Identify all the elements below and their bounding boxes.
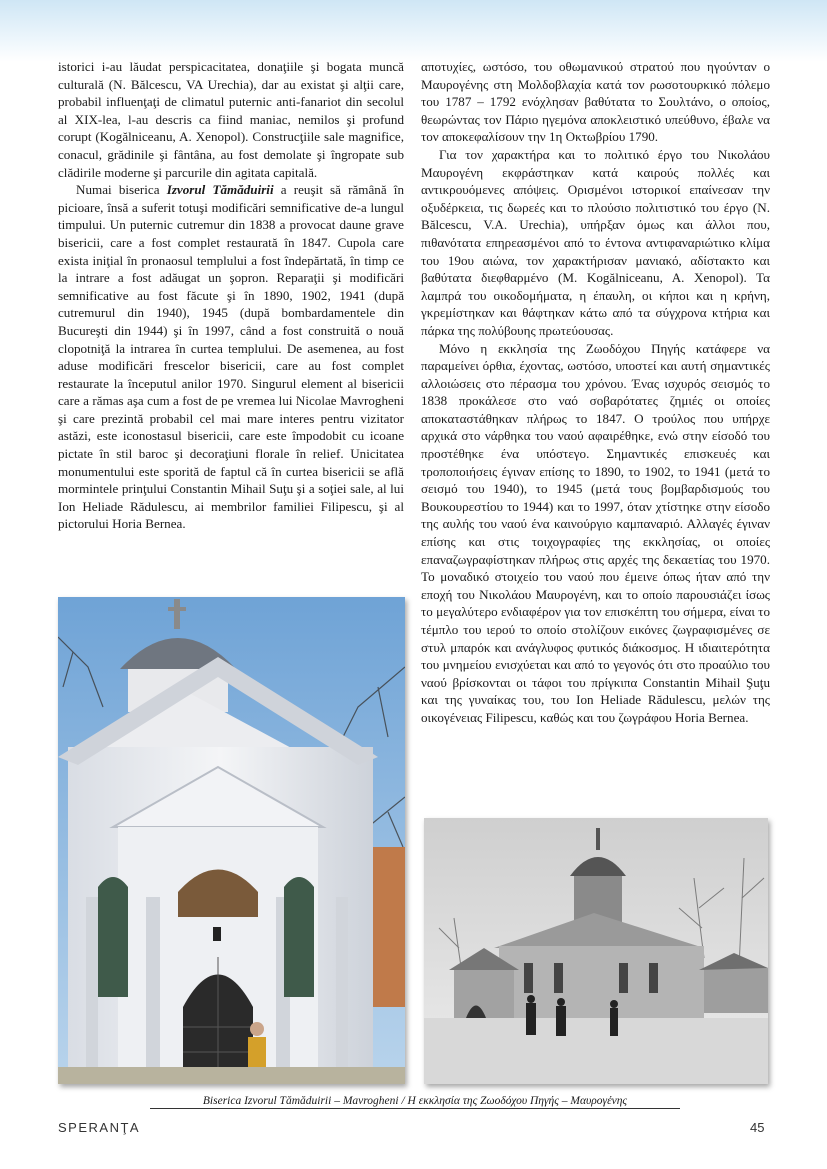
paragraph [58, 181, 404, 533]
paragraph-text: a reuşit să rămână în picioare, însă a suferit totuşi modificări semnificative de-a lungul timpului. Un puternic cutremur din 1838 a provocat daune grave bisericii, care a fost complet restaurată în 1847. Cupola care exista iniţial în pronaosul templului a fost îndepărtată, în timp ce la intrare a fost adăugat un şopron. Reparaţii şi modificări semnificative au fost făcute şi în 1890, 1902, 1941 (după cutremurul din 1940), 1945 (după bombardamentele din Bucureşti din 1944) şi în 1997, când a fost construită o nouă clopotniţă la intrarea în curtea templului. De asemenea, au fost aduse modificări frescelor bisericii, care au fost complet restaurate la începutul anilor 1970. Singurul element al bisericii care a rămas aşa cum a fost de pe vremea lui Nicolae Mavrogheni şi care prezintă probabil cel mai mare interes pentru vizitator astăzi, este iconostasul bisericii, care este împodobit cu icoane pictate în stil baroc şi decoraţiuni florale în relief. Unicitatea monumentului este sporită de faptul că în curtea bisericii se află mormintele prinţului Constantin Mihail Suţu şi a soţiei sale, al lui Ion Heliade Rădulescu, ai membrilor familiei Filipescu, şi al pictorului Horia Bernea. [58, 182, 404, 532]
header-gradient-band [0, 0, 827, 62]
paragraph: istorici i-au lăudat perspicacitatea, donaţiile şi bogata muncă culturală (N. Bălcescu, VA Urechia), dar au existat şi alţii care, probabil influenţaţi de climatul puternic anti-fanariot din secolul al XIX-lea, l-au descris ca fiind maniac, nemilos şi profund corupt (Kogălniceanu, A. Xenopol). Construcţiile sale magnifice, conacul, grădinile şi fântâna, au fost demolate şi îngropate sub clădirile moderne şi parcurile din agitata capitală. [58, 59, 404, 180]
paragraph-text: Numai biserica [76, 182, 167, 198]
magazine-name: SPERANŢA [58, 1120, 141, 1135]
paragraph: Για τον χαρακτήρα και το πολιτικό έργο του Νικολάου Μαυρογένη εκφράστηκαν κατά καιρούς πολλές και αντικρουόμενες απόψεις. Ορισμένοι ιστορικοί επαίνεσαν την οξυδέρκεια, τις δωρεές και το πλούσιο πολιτιστικό του έργο (N. Bălcescu, V.A. Urechia), υπήρξαν όμως και άλλοι που, πιθανότατα επηρεασμένοι από το έντονα αντιφαναριώτικο κλίμα του 19ου αιώνα, τον χαρακτήρισαν μανιακό, αδίστακτο και βαθύτατα διεφθαρμένο (M. Kogălniceanu, A. Xenopol). Τα λαμπρά του οικοδομήματα, η έπαυλη, οι κήποι και η κρήνη, γκρεμίστηκαν και θάφτηκαν κάτω από τα σύγχρονα κτήρια και πάρκα της πολύβουης πρωτεύουσας. [421, 146, 770, 338]
left-column-romanian [58, 58, 404, 533]
church-name-emphasis: Izvorul Tămăduirii [166, 182, 274, 198]
photo-caption: Biserica Izvorul Tămăduirii – Mavrogheni / Η εκκλησία της Ζωοδόχου Πηγής – Μαυρογένης [150, 1095, 680, 1109]
paragraph: αποτυχίες, ωστόσο, του οθωμανικού στρατού που ηγούνταν ο Μαυρογένης στη Μολδοβλαχία κατά τον ρωσοτουρκικό πόλεμο του 1787 – 1792 ενόχλησαν βαθύτατα το Σουλτάνο, ο οποίος, θεωρώντας τον Πάριο ηγεμόνα αποκλειστικό υπεύθυνο, έβαλε να τον αποκεφαλίσουν την 1η Οκτωβρίου 1790. [421, 59, 770, 145]
page-number: 45 [750, 1120, 765, 1135]
church-color-photo [58, 597, 405, 1084]
church-historic-bw-photo [424, 818, 768, 1084]
paragraph: Μόνο η εκκλησία της Ζωοδόχου Πηγής κατάφερε να παραμείνει όρθια, έχοντας, ωστόσο, υποστεί και αυτή σημαντικές αλλοιώσεις στο πέρασμα του χρόνου. Ένας ισχυρός σεισμός το 1838 προκάλεσε στο ναό σοβαρότατες ζημιές οι οποίες αποκαταστάθηκαν πλήρως το 1847. Ο τρούλος που υπήρχε αρχικά στο νάρθηκα του ναού αφαιρέθηκε, ενώ στην είσοδό του προστέθηκε ένα υπόστεγο. Σημαντικές επισκευές και τροποποιήσεις έγιναν επίσης το 1890, το 1902, το 1941 (μετά το σεισμό του 1940), το 1945 (μετά τους βομβαρδισμούς του Βουκουρεστίου το 1944) και το 1997, όταν χτίστηκε στην είσοδο της αυλής του ναού ένα καινούργιο καμπαναριό. Αλλαγές έγιναν επίσης και στις τοιχογραφίες της εκκλησίας, οι οποίες επαναζωγραφίστηκαν πλήρως στις αρχές της δεκαετίας του 1970. Το μοναδικό στοιχείο του ναού που έμεινε όπως ήταν από την εποχή του Νικολάου Μαυρογένη, και το οποίο παρουσιάζει ίσως το μεγαλύτερο ενδιαφέρον για τον επισκέπτη του σήμερα, είναι το τέμπλο του ιερού το οποίο στολίζουν εικόνες ζωγραφισμένες σε στυλ μπαρόκ και ανάγλυφος φυτικός διάκοσμος. Η ιδιαιτερότητα του μνημείου ενισχύεται και από το γεγονός ότι στο προαύλιο του ναού βρίσκονται οι τάφοι του πρίγκιπα Constantin Mihail Şuţu και της γυναίκας του, του Ion Heliade Rădulescu, μελών της οικογένειας Filipescu, καθώς και του ζωγράφου Horia Bernea. [421, 340, 770, 725]
right-column-greek [421, 58, 770, 727]
